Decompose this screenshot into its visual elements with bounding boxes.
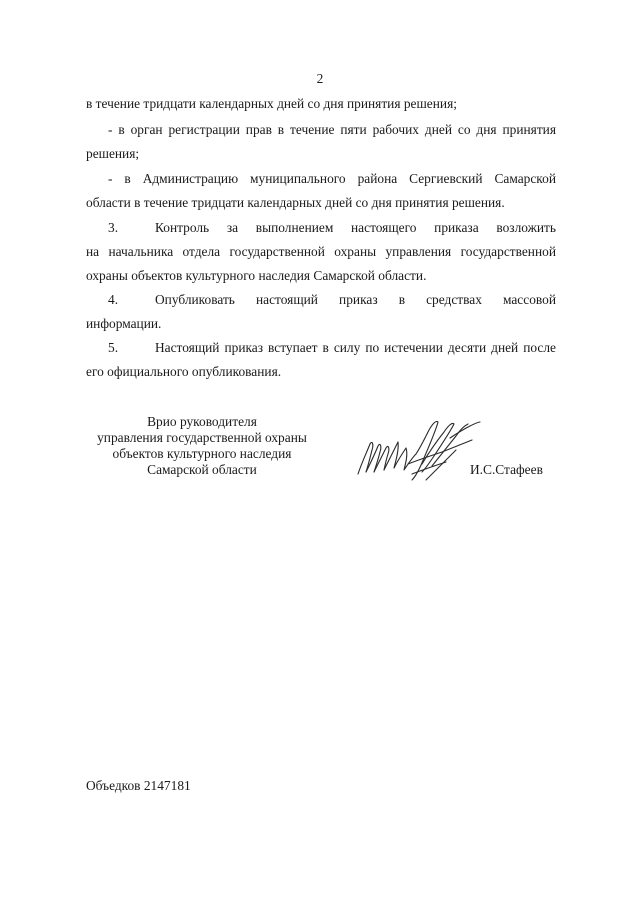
signature-icon (352, 414, 482, 494)
signatory-title-line: Врио руководителя (147, 414, 257, 429)
paragraph-line: Настоящий приказ вступает в силу по истечении десяти дней после (155, 340, 556, 355)
item-number: 3. (108, 220, 119, 235)
paragraph-line: - в Администрацию муниципального района Сергиевский Самарской (108, 171, 556, 186)
signatory-title (88, 414, 316, 478)
executor-note: Объедков 2147181 (86, 778, 191, 793)
paragraph-line: его официального опубликования. (86, 364, 282, 379)
paragraph-line: Опубликовать настоящий приказ в средствах массовой (155, 292, 556, 307)
page-number: 2 (316, 71, 324, 86)
signer-name: И.С.Стафеев (470, 462, 543, 477)
paragraph-line: Контроль за выполнением настоящего приказа возложить (155, 220, 556, 235)
paragraph-line: охраны объектов культурного наследия Самарской области. (86, 268, 427, 283)
signatory-title-line: управления государственной охраны (97, 430, 307, 445)
paragraph-line: на начальника отдела государственной охраны управления государственной (86, 244, 556, 259)
item-number: 5. (108, 340, 119, 355)
paragraph-line: решения; (86, 146, 140, 161)
signatory-title-line: объектов культурного наследия (112, 446, 292, 461)
signatory-title-line: Самарской области (147, 462, 257, 477)
paragraph-line: в течение тридцати календарных дней со дня принятия решения; (86, 96, 457, 111)
paragraph-line: информации. (86, 316, 162, 331)
paragraph-line: области в течение тридцати календарных дней со дня принятия решения. (86, 195, 505, 210)
paragraph-line: - в орган регистрации прав в течение пяти рабочих дней со дня принятия (108, 122, 556, 137)
handwritten-signature (352, 414, 482, 498)
item-number: 4. (108, 292, 119, 307)
